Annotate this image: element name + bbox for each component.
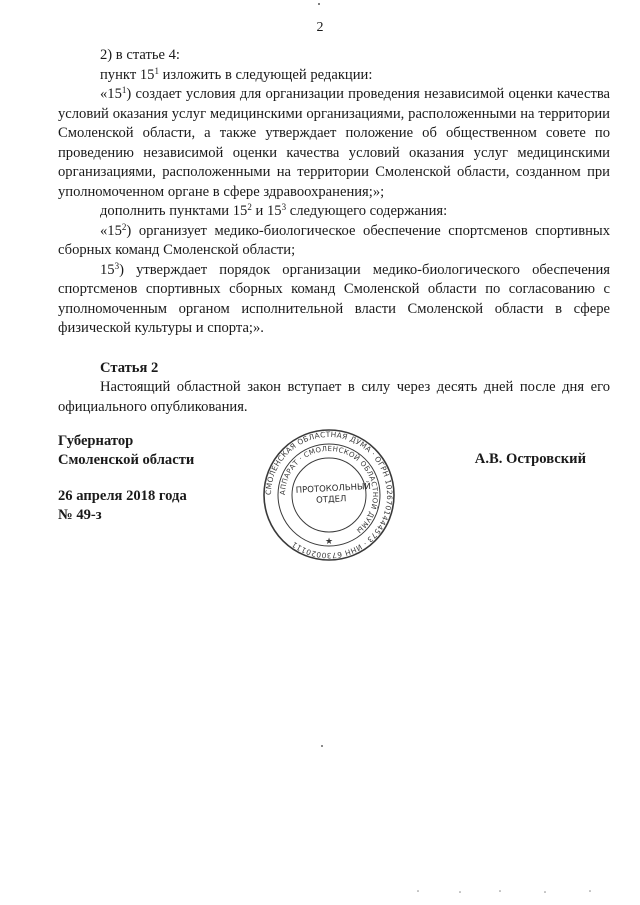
superscript: 2	[121, 221, 127, 232]
stamp-center-label-line-1: ПРОТОКОЛЬНЫЙ	[295, 481, 372, 496]
text-fragment: 15	[100, 261, 115, 278]
article-2-text: Настоящий областной закон вступает в силу через десять дней после дня его официального опубликования.	[58, 379, 610, 415]
text-fragment: изложить в следующей редакции:	[158, 66, 373, 83]
stamp-inner-ring-text: АППАРАТ · СМОЛЕНСКОЙ ОБЛАСТНОЙ ДУМЫ	[278, 444, 380, 535]
page-number: 2	[316, 20, 324, 35]
text-fragment: и 15	[251, 203, 282, 219]
stamp-center-label-line-2: ОТДЕЛ	[315, 494, 347, 506]
stamp-outer-ring-text: СМОЛЕНСКАЯ ОБЛАСТНАЯ ДУМА · ОГРН 1026701444573 · ИНН 6730020111	[263, 429, 395, 561]
article-2-heading: Статья 2	[100, 359, 159, 376]
signatory-name: А.В. Островский	[474, 451, 586, 467]
text-fragment: «15	[100, 86, 122, 102]
item-2-label: 2) в статье 4:	[100, 47, 180, 63]
text-fragment: дополнить пунктами 15	[100, 203, 248, 219]
text-fragment: ) утверждает порядок организации медико-биологического обеспечения спортсменов спортивных сборных команд Смоленской области по согласованию с уполномоченным органом исполнительной власти Смоленской области в сфере физической культуры и спорта;».	[58, 261, 610, 336]
stamp-star-icon: ★	[324, 537, 334, 547]
superscript: 1	[121, 85, 127, 95]
signatory-title-line-1: Губернатор	[58, 433, 134, 449]
superscript: 3	[281, 202, 287, 212]
superscript: 1	[154, 65, 159, 76]
text-fragment: «15	[100, 222, 122, 239]
text-fragment: пункт 15	[100, 66, 155, 83]
superscript: 2	[247, 202, 252, 212]
text-fragment: следующего содержания:	[286, 203, 448, 219]
law-number: № 49-з	[58, 507, 102, 523]
text-fragment: ) создает условия для организации проведения независимой оценки качества условий оказания услуг медицинскими организациями, расположенными на территории Смоленской области, а также утверждает положение об общественном совете по проведению независимой оценки качества условий оказания услуг медицинскими организациями, расположенными на территории Смоленской области, созданном при уполномоченном органе в сфере здравоохранения;»;	[58, 86, 610, 200]
adoption-date: 26 апреля 2018 года	[58, 488, 187, 504]
signatory-title-line-2: Смоленской области	[58, 452, 195, 468]
text-fragment: ) организует медико-биологическое обеспечение спортсменов спортивных сборных команд Смоленской области;	[58, 222, 610, 258]
superscript: 3	[114, 260, 120, 271]
